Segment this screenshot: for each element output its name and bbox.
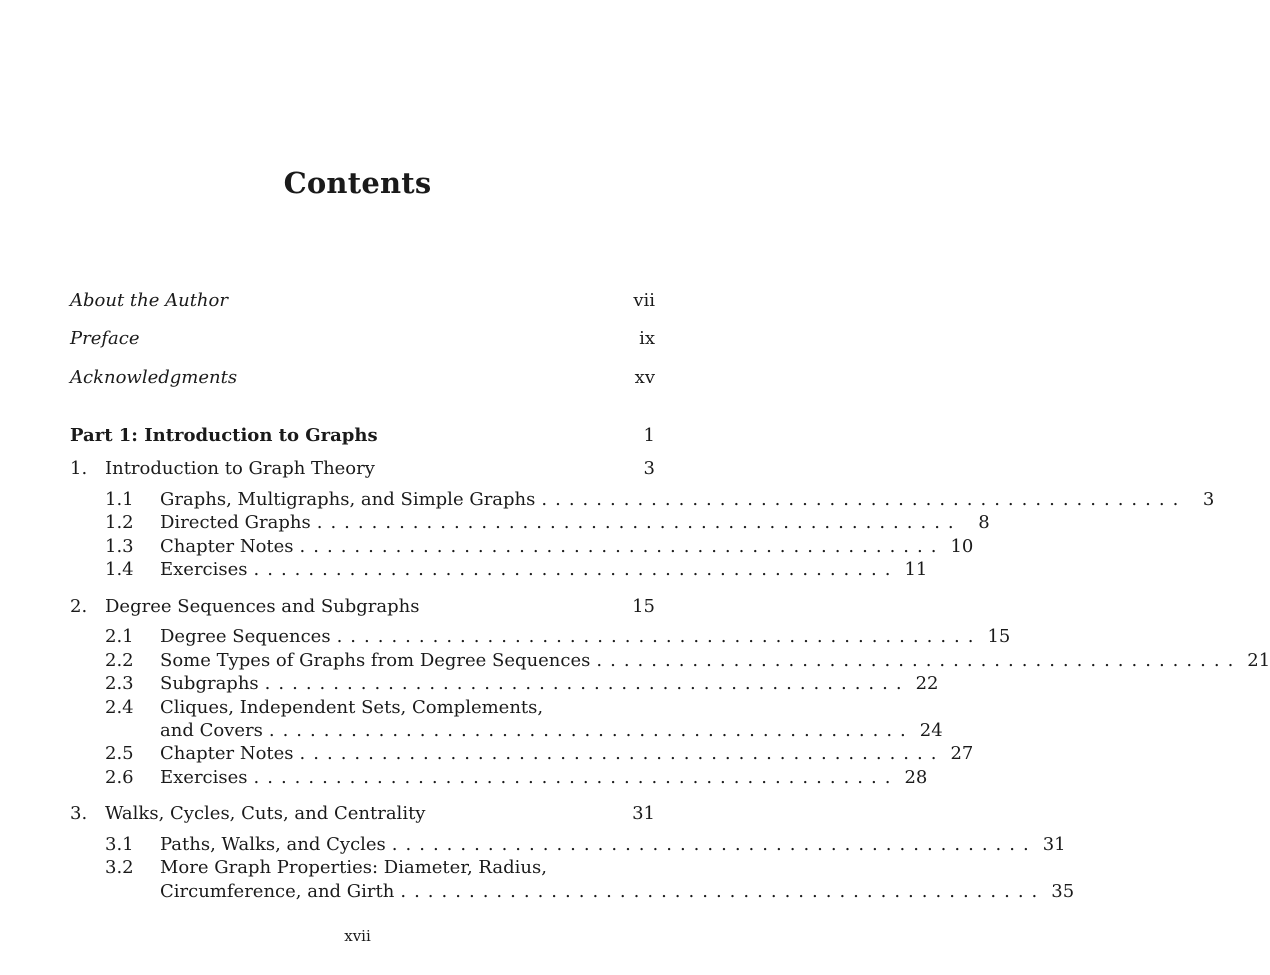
- section-page: 27: [950, 743, 974, 764]
- section-number: 1.2: [105, 512, 134, 533]
- entry-label: About the Author: [70, 290, 228, 311]
- dot-leader: ...............................................: [400, 881, 1046, 902]
- chapter-number: 3.: [70, 803, 88, 824]
- section-page: 35: [1051, 881, 1075, 902]
- section-page: 8: [978, 512, 990, 533]
- entry-page: vii: [633, 290, 655, 311]
- section-number: 2.5: [105, 743, 134, 764]
- section-label-cont: Circumference, and Girth: [160, 881, 395, 902]
- section-page: 21: [1247, 650, 1270, 671]
- chapter-label: Degree Sequences and Subgraphs: [105, 596, 420, 617]
- toc-section-1-1[interactable]: [105, 489, 1215, 510]
- chapter-number: 2.: [70, 596, 88, 617]
- entry-label: Acknowledgments: [70, 367, 238, 388]
- dot-leader: ...............................................: [299, 536, 945, 557]
- section-number: 1.4: [105, 559, 134, 580]
- section-label: Chapter Notes: [160, 743, 294, 764]
- section-label: Some Types of Graphs from Degree Sequences: [160, 650, 591, 671]
- toc-section-3-1[interactable]: [105, 834, 1066, 855]
- section-page: 10: [950, 536, 974, 557]
- entry-page: xv: [634, 367, 655, 388]
- dot-leader: ...............................................: [299, 743, 945, 764]
- section-label: Graphs, Multigraphs, and Simple Graphs: [160, 489, 536, 510]
- section-number: 2.4: [105, 697, 134, 718]
- toc-chapter-3[interactable]: [70, 803, 655, 824]
- chapter-label: Introduction to Graph Theory: [105, 458, 375, 479]
- toc-section-3-2-cont[interactable]: [105, 881, 1075, 902]
- section-page: 11: [904, 559, 928, 580]
- toc-section-2-4[interactable]: [105, 697, 655, 718]
- toc-chapter-2[interactable]: [70, 596, 655, 617]
- toc-section-2-1[interactable]: [105, 626, 1011, 647]
- toc-entry-preface[interactable]: [70, 328, 655, 349]
- section-page: 28: [904, 767, 928, 788]
- section-label: Exercises: [160, 767, 248, 788]
- dot-leader: ...............................................: [391, 834, 1037, 855]
- entry-page: ix: [639, 328, 655, 349]
- section-label: Subgraphs: [160, 673, 259, 694]
- section-number: 2.1: [105, 626, 134, 647]
- dot-leader: ...............................................: [596, 650, 1242, 671]
- part-page: 1: [643, 425, 655, 446]
- chapter-page: 3: [643, 458, 655, 479]
- page-title: Contents: [283, 166, 432, 200]
- section-label: Cliques, Independent Sets, Complements,: [160, 697, 544, 718]
- part-label: Part 1: Introduction to Graphs: [70, 425, 378, 446]
- section-label: Degree Sequences: [160, 626, 331, 647]
- section-label-cont: and Covers: [160, 720, 263, 741]
- toc-section-3-2[interactable]: [105, 857, 655, 878]
- section-label: Chapter Notes: [160, 536, 294, 557]
- section-page: 3: [1202, 489, 1215, 510]
- section-label: Paths, Walks, and Cycles: [160, 834, 386, 855]
- section-label: Directed Graphs: [160, 512, 311, 533]
- toc-section-2-4-cont[interactable]: [105, 720, 943, 741]
- entry-label: Preface: [70, 328, 140, 349]
- chapter-label: Walks, Cycles, Cuts, and Centrality: [105, 803, 426, 824]
- dot-leader: ...............................................: [316, 512, 962, 533]
- dot-leader: ...............................................: [253, 559, 899, 580]
- footer-page-number: xvii: [344, 927, 371, 945]
- dot-leader: ...............................................: [541, 489, 1187, 510]
- toc-section-1-2[interactable]: [105, 512, 990, 533]
- chapter-page: 15: [632, 596, 655, 617]
- toc-entry-about-author[interactable]: [70, 290, 655, 311]
- section-page: 24: [919, 720, 943, 741]
- section-page: 15: [987, 626, 1011, 647]
- toc-chapter-1[interactable]: [70, 458, 655, 479]
- section-number: 1.1: [105, 489, 134, 510]
- section-label: Exercises: [160, 559, 248, 580]
- dot-leader: ...............................................: [268, 720, 914, 741]
- section-number: 3.1: [105, 834, 134, 855]
- toc-section-2-5[interactable]: [105, 743, 974, 764]
- section-page: 31: [1042, 834, 1066, 855]
- toc-section-2-2[interactable]: [105, 650, 1270, 671]
- chapter-page: 31: [632, 803, 655, 824]
- toc-part-1[interactable]: [70, 425, 655, 446]
- section-number: 1.3: [105, 536, 134, 557]
- section-number: 2.2: [105, 650, 134, 671]
- toc-entry-acknowledgments[interactable]: [70, 367, 655, 388]
- toc-section-1-3[interactable]: [105, 536, 974, 557]
- toc-section-2-6[interactable]: [105, 767, 928, 788]
- dot-leader: ...............................................: [264, 673, 910, 694]
- section-number: 3.2: [105, 857, 134, 878]
- dot-leader: ...............................................: [253, 767, 899, 788]
- dot-leader: ...............................................: [336, 626, 982, 647]
- section-number: 2.3: [105, 673, 134, 694]
- section-number: 2.6: [105, 767, 134, 788]
- section-label: More Graph Properties: Diameter, Radius,: [160, 857, 547, 878]
- chapter-number: 1.: [70, 458, 88, 479]
- toc-section-1-4[interactable]: [105, 559, 928, 580]
- section-page: 22: [915, 673, 939, 694]
- toc-section-2-3[interactable]: [105, 673, 939, 694]
